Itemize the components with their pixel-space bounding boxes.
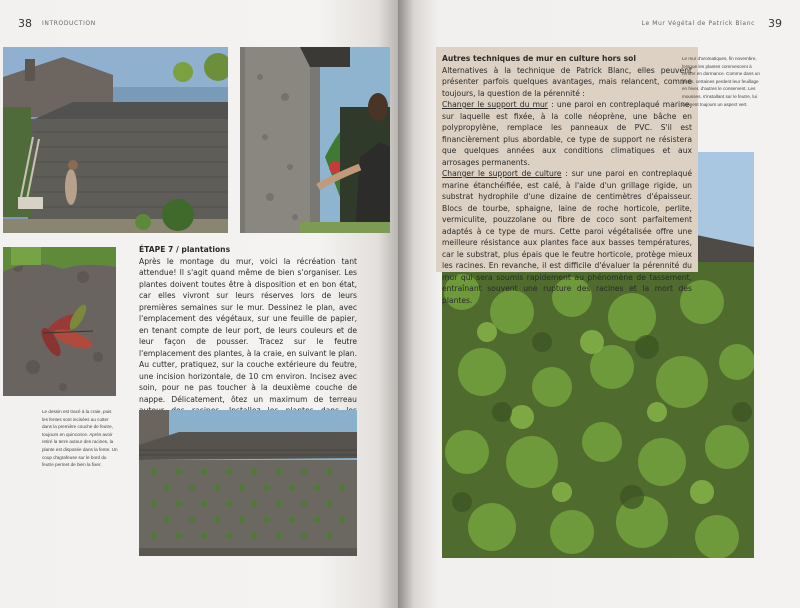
techniques-title: Autres techniques de mur en culture hors sol xyxy=(442,54,636,63)
page-number-right: 39 xyxy=(768,17,782,30)
technique-item-wall-support-label: Changer le support du mur xyxy=(442,100,548,109)
photo-man-marking-felt xyxy=(240,47,390,233)
left-page xyxy=(0,0,398,608)
page-number-left: 38 xyxy=(18,17,32,30)
techniques-intro: Alternatives à la technique de Patrick Blanc, elles peuvent présenter parfois quelques avantages, mais relancent, comme toujours, la question de la pérennité : xyxy=(442,65,692,98)
photo-stone-shed xyxy=(3,47,228,233)
caption-left: Le dessin est tracé à la craie, puis les fentes sont incisées au cutter dans la première couche de feutre, toujours en quinconce. Après avoir retiré la terre autour des racines, la plante est disposée dans la fente. Un coup d'agrafeuse sur le bord du feutre permet de bien la fixer. xyxy=(42,409,118,468)
photo-plant-in-felt xyxy=(3,247,116,396)
technique-item-culture-support-label: Changer le support de culture xyxy=(442,169,562,178)
technique-item-wall-support xyxy=(442,99,692,168)
technique-item-wall-support-text: : une paroi en contreplaqué marine, sur laquelle est fixée, à la colle néoprène, une bâche en polypropylène, remplace les panneaux de PVC. S'il est financièrement plus abordable, ce type de support ne résistera que quelques années aux conditions climatiques et aux arrosages permanents. xyxy=(442,100,692,167)
photo-felt-wall-planted xyxy=(139,410,357,556)
techniques-text xyxy=(442,53,692,306)
running-head-left: INTRODUCTION xyxy=(42,20,96,27)
etape-7-body: Après le montage du mur, voici la récréation tant attendue! Il s'agit quand même de bien s'organiser. Les plantes doivent toutes être à disposition et en bon état, car elles vivront sur leurs réserves lors de leurs premières semaines sur le mur. Dessinez le plan, avec l'emplacement des végétaux, sur une feuille de papier, en tenant compte de leur port, de leurs couleurs et de leur façon de pousser. Tracez sur le feutre l'emplacement des plantes, à la craie, en suivant le plan. Au cutter, pratiquez, sur la couche extérieure du feutre, une incision horizontale, de 10 cm environ. Incisez avec soin, pour ne pas toucher à la deuxième couche de nappe. Délicatement, ôtez un maximum de terreau xyxy=(139,256,357,404)
right-page xyxy=(398,0,800,608)
running-head-right: Le Mur Végétal de Patrick Blanc xyxy=(641,20,755,27)
etape-7-title: ÉTAPE 7 / plantations xyxy=(139,245,231,254)
technique-item-culture-support xyxy=(442,168,692,306)
caption-right: Le mur d'aromatiques, fin novembre, lorsque les plantes commencent à rentrer en dormance. Comme dans un jardin, certaines perdent leur feuillage en hiver, d'autres le conservent. Les mousses, s'installant sur le feutre, lui donnent toujours un aspect vert. xyxy=(682,56,760,107)
technique-item-culture-support-text: : sur une paroi en contreplaqué marine étanchéifiée, est calé, à l'aide d'un grillage rigide, un substrat hydrophile d'une dizaine de centimètres d'épaisseur. Blocs de tourbe, sphaigne, laine de roche horticole, perlite, vermiculite, pouzzolane ou fibre de coco sont parfaitement adaptés à ce type de murs. Cette paroi végétalisée offre une meilleure résistance aux plantes face aux basses températures, car le substrat, plus épais que le feutre horticole, protège mieux les racines. En revanche, il est difficile d'évaluer la pérennité du mur qui sera soumis rapidement au phénomène de tassement, entraînant souvent une rupture des racines et la mort des plantes. xyxy=(442,169,692,305)
